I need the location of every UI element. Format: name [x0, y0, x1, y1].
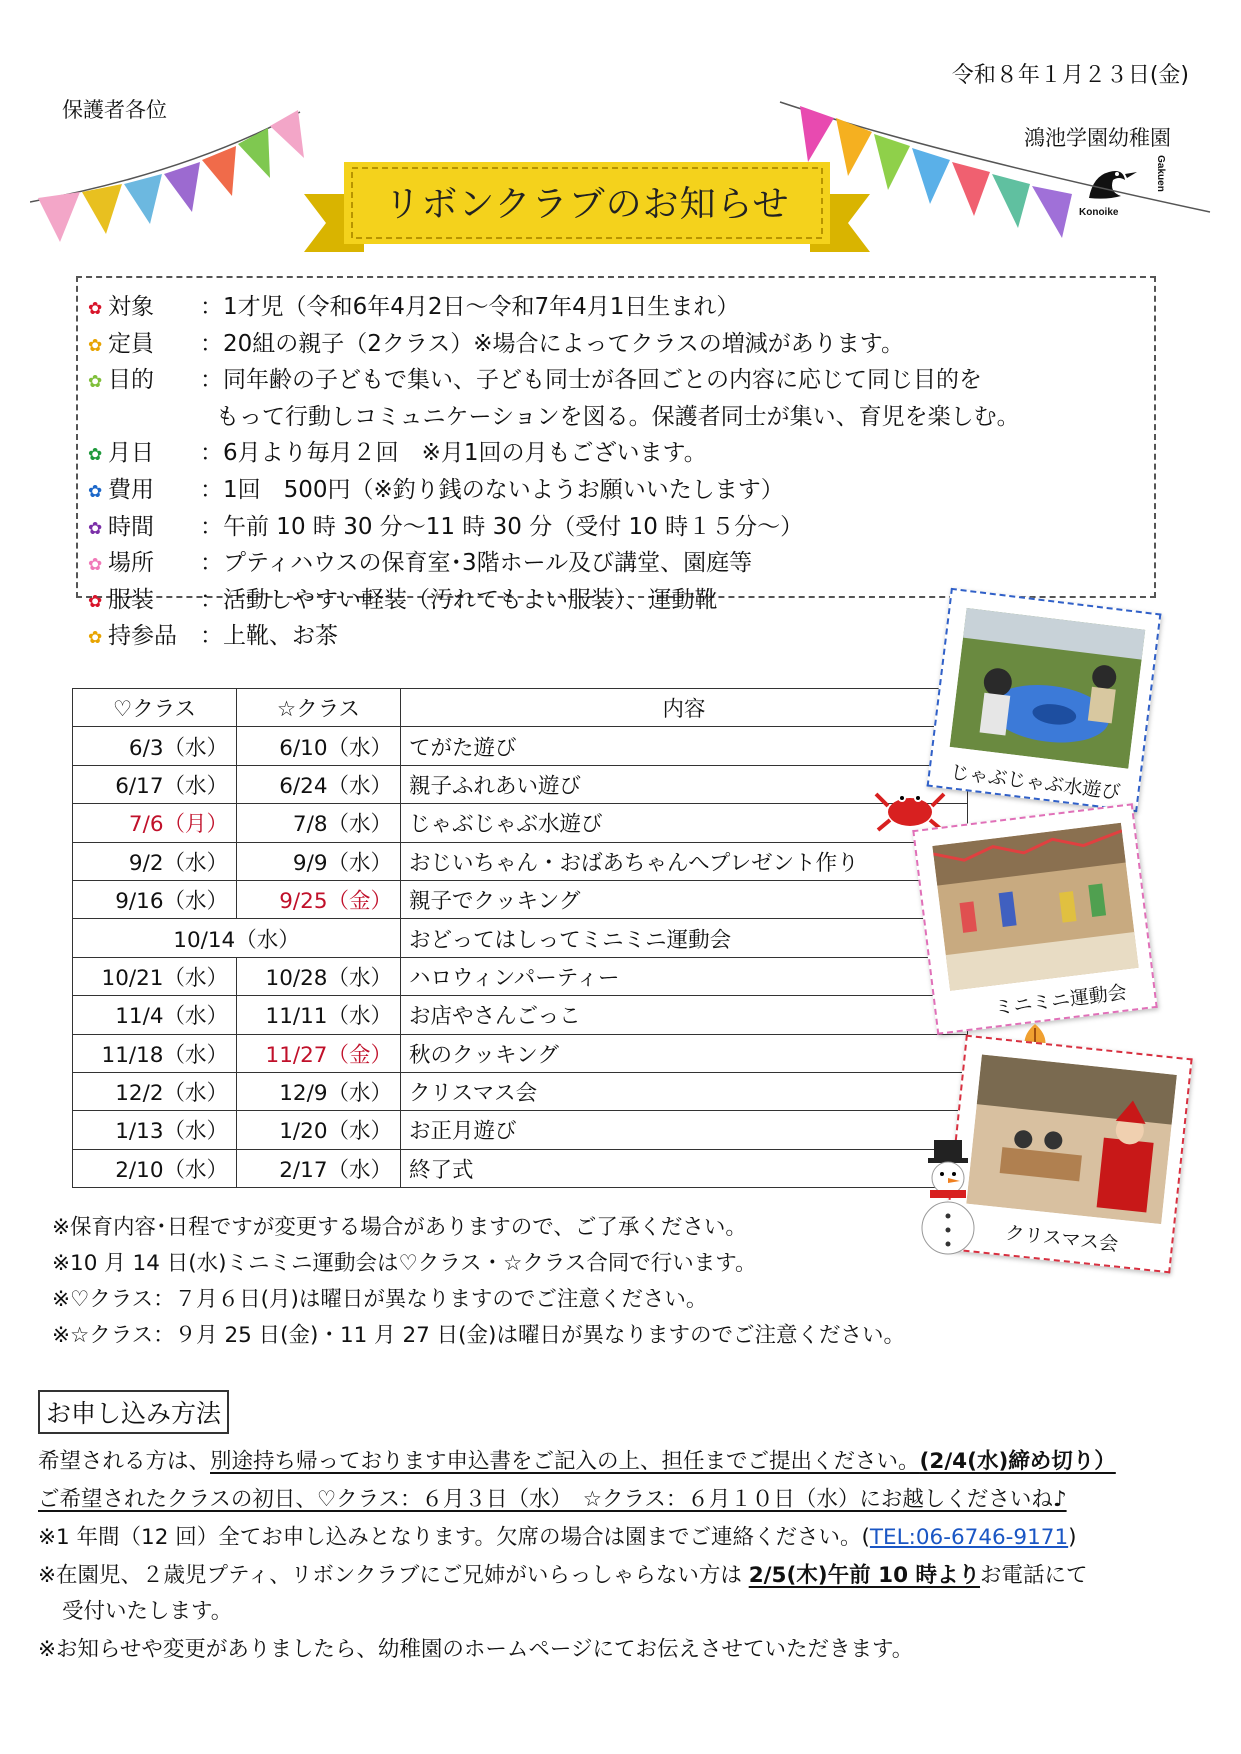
info-line	[88, 508, 803, 541]
info-line	[88, 361, 982, 394]
table-row	[73, 1111, 968, 1149]
heart-class-date: 11/18（水）	[73, 1034, 237, 1072]
info-label: 月日	[108, 440, 154, 467]
star-class-date: 10/28（水）	[237, 957, 401, 995]
info-label: 対象	[108, 294, 154, 320]
snowman-icon	[918, 1136, 978, 1262]
heart-class-date: 7/6（月）	[73, 804, 237, 842]
app-p1-start: 希望される方は、	[38, 1449, 211, 1474]
heart-class-date: 11/4（水）	[73, 996, 237, 1034]
header-content: 内容	[401, 689, 968, 727]
flower-icon: ✿	[88, 555, 103, 576]
heart-class-date: 6/17（水）	[73, 765, 237, 803]
flower-icon: ✿	[88, 628, 103, 649]
application-heading: お申し込み方法	[38, 1390, 229, 1434]
joint-date-cell: 10/14（水）	[73, 919, 401, 957]
table-row	[73, 842, 968, 880]
table-row	[73, 1034, 968, 1072]
flower-icon: ✿	[88, 591, 103, 612]
info-line	[88, 617, 338, 650]
water-play-image	[950, 608, 1146, 769]
note-line-2: ※10 月 14 日(水)ミニミニ運動会は♡クラス・☆クラス合同で行います。	[52, 1251, 757, 1276]
activity-content: 親子でクッキング	[401, 880, 968, 918]
app-deadline: (2/4(水)締め切り）	[919, 1449, 1116, 1474]
table-row	[73, 996, 968, 1034]
application-paragraph-6: ※お知らせや変更がありましたら、幼稚園のホームページにてお伝えさせていただきます。	[38, 1637, 914, 1662]
info-text: ：プティハウスの保育室･3階ホール及び講堂、園庭等	[200, 550, 753, 577]
star-class-date: 9/9（水）	[237, 842, 401, 880]
activity-content: 終了式	[401, 1149, 968, 1187]
star-class-date: 11/11（水）	[237, 996, 401, 1034]
photo-water-play	[927, 588, 1162, 812]
app-p4-end: お電話にて	[980, 1563, 1088, 1588]
heart-class-date: 10/21（水）	[73, 957, 237, 995]
activity-content: てがた遊び	[401, 727, 968, 765]
heart-class-date: 12/2（水）	[73, 1072, 237, 1110]
heart-class-date: 2/10（水）	[73, 1149, 237, 1187]
info-text: ：20組の親子（2クラス）※場合によってクラスの増減があります。	[200, 330, 904, 357]
info-label: 目的	[108, 367, 154, 394]
header-star-class: ☆クラス	[237, 689, 401, 727]
flower-icon: ✿	[88, 482, 103, 502]
flower-icon: ✿	[88, 445, 103, 466]
info-label: 定員	[108, 330, 154, 357]
info-line	[88, 544, 752, 577]
addressee: 保護者各位	[62, 98, 167, 122]
info-label: 場所	[108, 550, 154, 577]
app-phone-start-time: 2/5(木)午前 10 時より	[748, 1563, 981, 1588]
activity-content: クリスマス会	[401, 1072, 968, 1110]
flower-icon: ✿	[88, 518, 103, 539]
table-row	[73, 957, 968, 995]
activity-content: 秋のクッキング	[401, 1034, 968, 1072]
flower-icon: ✿	[88, 372, 103, 393]
note-line-1: ※保育内容･日程ですが変更する場合がありますので、ご了承ください。	[52, 1215, 747, 1240]
activity-content: ハロウィンパーティー	[401, 957, 968, 995]
info-text: ：午前 10 時 30 分～11 時 30 分（受付 10 時１５分～）	[200, 513, 804, 540]
logo-text-vertical: Gakuen	[1155, 155, 1167, 192]
activity-content: お正月遊び	[401, 1111, 968, 1149]
info-text: ：1回 500円（※釣り銭のないようお願いいたします）	[200, 477, 784, 503]
flower-icon: ✿	[88, 335, 103, 356]
photo-christmas	[943, 1035, 1192, 1274]
info-text: もって行動しコミュニケーションを図る。保護者同士が集い、育児を楽しむ。	[216, 403, 1020, 430]
schedule-table	[72, 688, 968, 1188]
heart-class-date: 6/3（水）	[73, 727, 237, 765]
info-line	[88, 288, 739, 321]
logo-text: Konoike	[1079, 207, 1119, 218]
activity-content: 親子ふれあい遊び	[401, 765, 968, 803]
table-row	[73, 1072, 968, 1110]
info-text: ：同年齢の子どもで集い、子ども同士が各回ごとの内容に応じて同じ目的を	[200, 367, 982, 394]
info-text: ：1才児（令和6年4月2日～令和7年4月1日生まれ）	[200, 294, 740, 320]
notice-date: 令和８年１月２３日(金)	[951, 63, 1189, 88]
table-row	[73, 727, 968, 765]
info-line	[88, 471, 784, 504]
application-paragraph-4	[38, 1558, 1088, 1589]
phone-link[interactable]: TEL:06-6746-9171	[869, 1525, 1069, 1550]
activity-content: お店やさんごっこ	[401, 996, 968, 1034]
christmas-image	[966, 1054, 1177, 1224]
activity-content: おじいちゃん・おばあちゃんへプレゼント作り	[401, 842, 968, 880]
heart-class-date: 9/2（水）	[73, 842, 237, 880]
table-row	[73, 1149, 968, 1187]
app-p3-text: ※1 年間（12 回）全てお申し込みとなります。欠席の場合は園までご連絡ください。(	[38, 1525, 870, 1550]
photo-caption-sports: ミニミニ運動会	[993, 981, 1128, 1020]
note-line-4: ※☆クラス：９月 25 日(金)・11 月 27 日(金)は曜日が異なりますのでご注意ください。	[52, 1323, 905, 1348]
info-label: 時間	[108, 513, 154, 540]
star-class-date: 6/10（水）	[237, 727, 401, 765]
info-text: ：上靴、お茶	[200, 623, 338, 650]
table-row	[73, 880, 968, 918]
info-label: 持参品	[108, 623, 177, 650]
activity-content: おどってはしってミニミニ運動会	[401, 919, 968, 957]
heart-class-date: 9/16（水）	[73, 880, 237, 918]
table-row	[73, 804, 968, 842]
photo-caption-water: じゃぶじゃぶ水遊び	[949, 761, 1122, 804]
application-paragraph-5: 受付いたします。	[62, 1599, 233, 1624]
app-p3-close: )	[1068, 1525, 1077, 1550]
table-header-row	[73, 689, 968, 727]
application-paragraph-1	[38, 1444, 1116, 1475]
star-class-date: 2/17（水）	[237, 1149, 401, 1187]
info-text: ：6月より毎月２回 ※月1回の月もございます。	[200, 440, 707, 467]
table-row	[73, 919, 968, 957]
info-line	[216, 398, 1020, 431]
star-class-date: 9/25（金）	[237, 880, 401, 918]
application-paragraph-3	[38, 1520, 1077, 1551]
heart-class-date: 1/13（水）	[73, 1111, 237, 1149]
application-paragraph-2: ご希望されたクラスの初日、♡クラス：６月３日（水） ☆クラス：６月１０日（水）にお越しくださいね♪	[38, 1487, 1067, 1512]
note-line-3: ※♡クラス：７月６日(月)は曜日が異なりますのでご注意ください。	[52, 1287, 708, 1312]
photo-sports-day	[912, 803, 1157, 1035]
table-row	[73, 765, 968, 803]
info-line	[88, 325, 904, 358]
star-class-date: 12/9（水）	[237, 1072, 401, 1110]
info-label: 費用	[108, 477, 154, 503]
flower-icon: ✿	[88, 299, 103, 319]
activity-content: じゃぶじゃぶ水遊び	[401, 804, 968, 842]
page-title: リボンクラブのお知らせ	[384, 184, 790, 225]
info-label: 服装	[108, 586, 154, 613]
star-class-date: 7/8（水）	[237, 804, 401, 842]
star-class-date: 1/20（水）	[237, 1111, 401, 1149]
school-name: 鴻池学園幼稚園	[1024, 126, 1171, 150]
header-heart-class: ♡クラス	[73, 689, 237, 727]
info-line	[88, 581, 718, 614]
app-p1-underlined: 別途持ち帰っております申込書をご記入の上、担任までご提出ください。	[210, 1449, 920, 1474]
star-class-date: 6/24（水）	[237, 765, 401, 803]
sports-day-image	[932, 823, 1138, 991]
star-class-date: 11/27（金）	[237, 1034, 401, 1072]
info-line	[88, 434, 707, 467]
photo-caption-christmas: クリスマス会	[1004, 1221, 1120, 1256]
info-text: ：活動しやすい軽装（汚れてもよい服装）、運動靴	[200, 586, 718, 613]
app-p4-start: ※在園児、２歳児プティ、リボンクラブにご兄姉がいらっしゃらない方は	[38, 1563, 749, 1588]
